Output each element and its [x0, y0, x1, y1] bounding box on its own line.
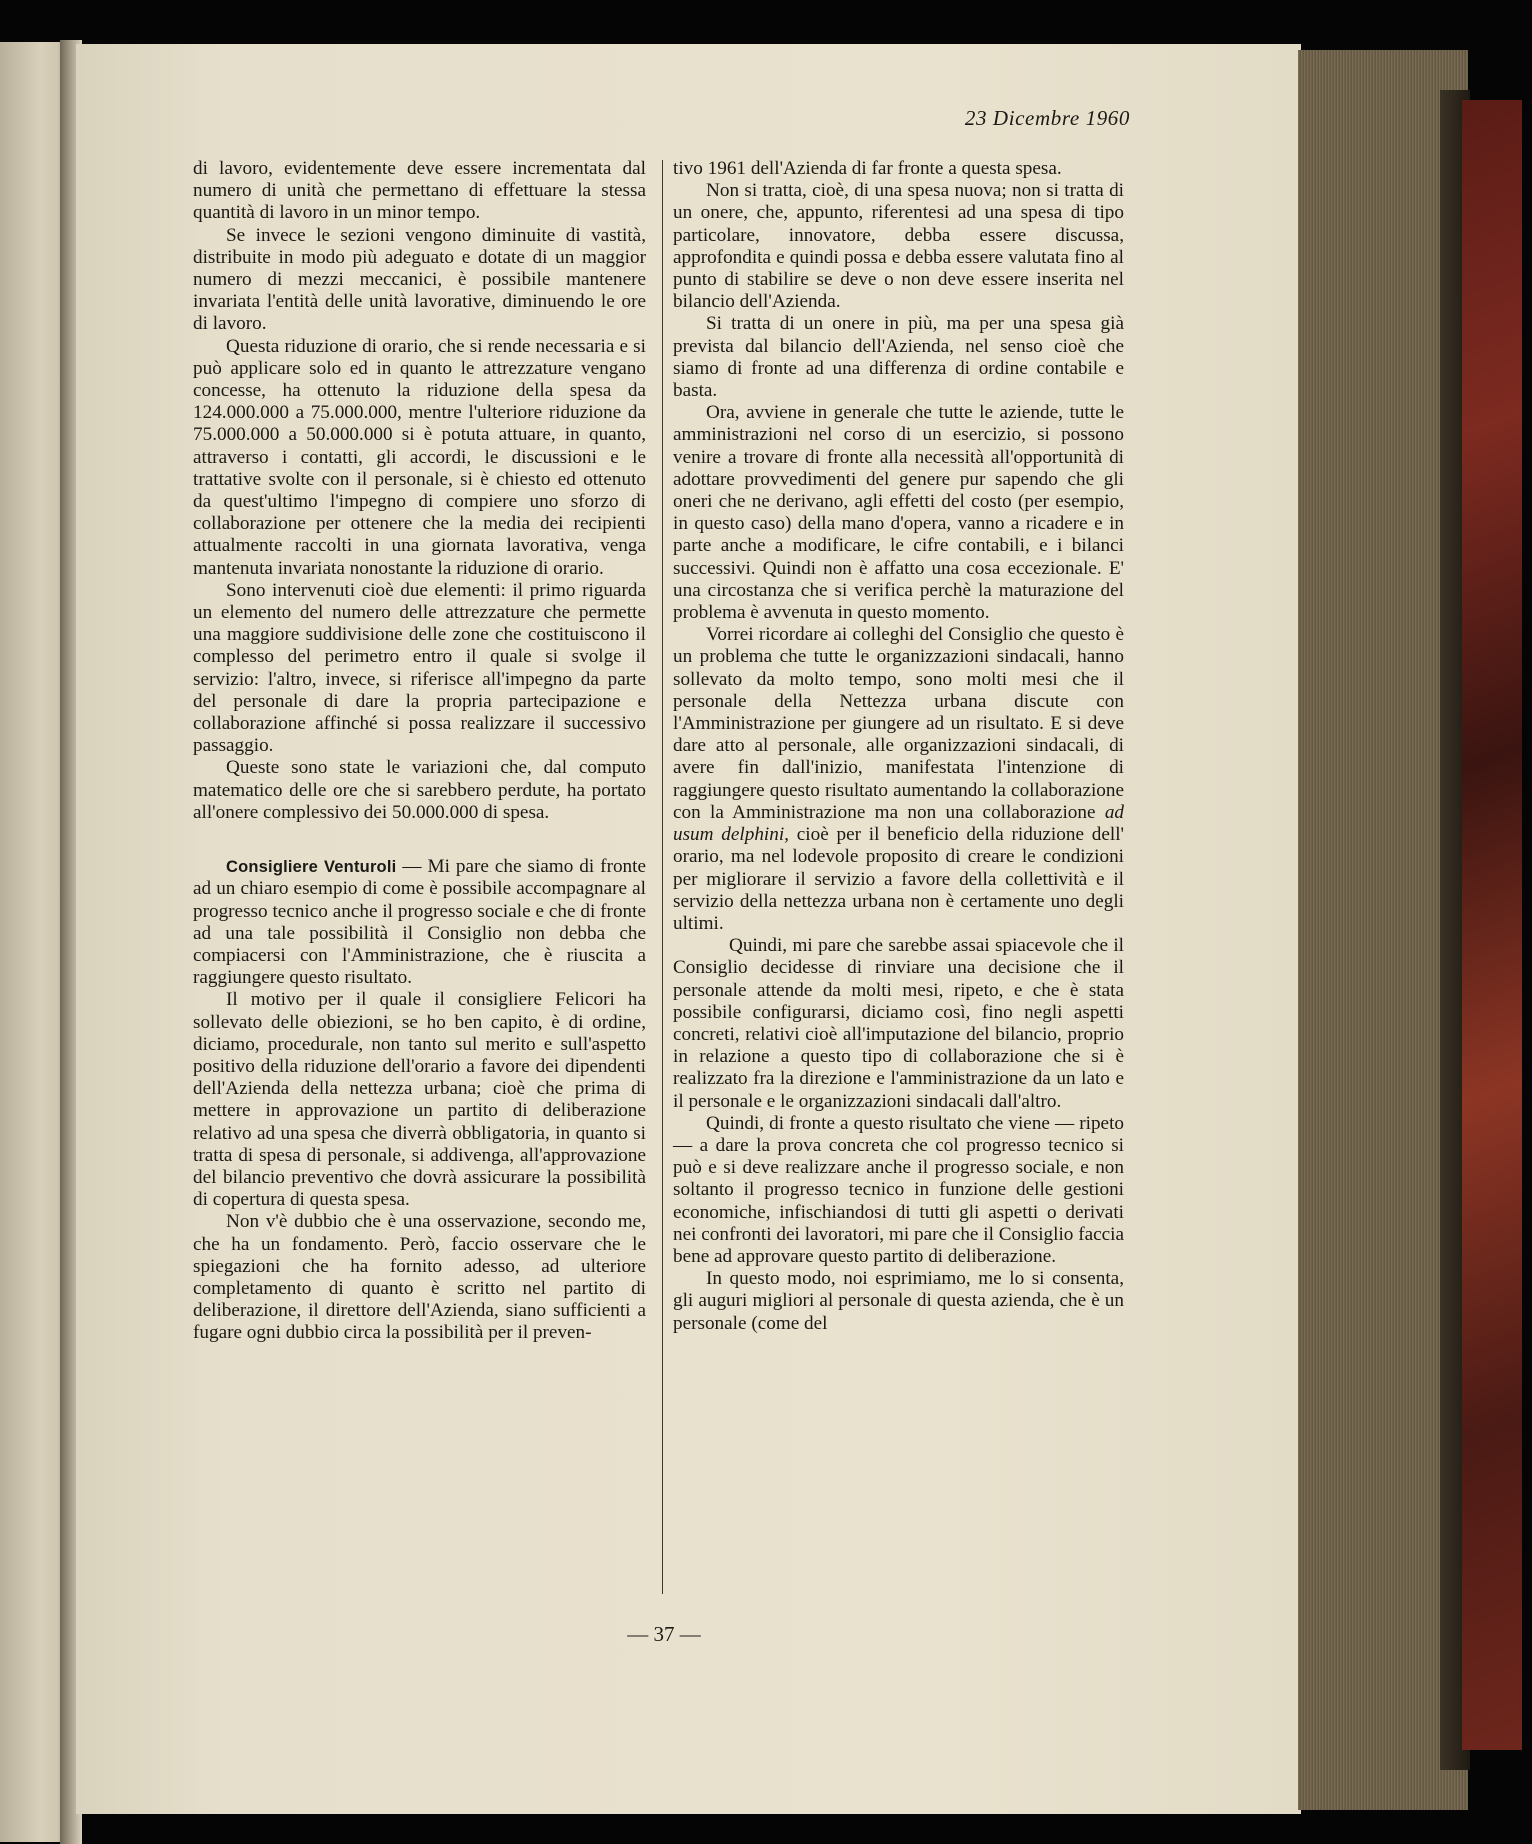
paragraph: Ora, avviene in generale che tutte le aziende, tutte le amministrazioni nel corso di un esercizio, si possono venire a trovare di fronte alla necessità all'opportunità di adottare provvedimenti del genere pur sapendo che gli oneri che ne derivano, agli effetti del costo (per esempio, in questo caso) della mano d'opera, vanno a ricadere e in parte anche a modificare, le cifre contabili, e i bilanci successivi. Quindi non è affatto una cosa eccezionale. E' una circostanza che si verifica perchè la maturazione del problema è avvenuta in questo momento. — [673, 402, 1124, 624]
speech-text: — Mi pare che siamo di fronte ad un chiaro esempio di come è possibile accompagnare al progresso tecnico anche il progresso sociale e che di fronte ad una tale possibilità il Consiglio non debba che compiacersi con l'Amministrazione, che è riuscita a raggiungere questo risultato. — [193, 856, 646, 989]
paragraph: Se invece le sezioni vengono diminuite di vastità, distribuite in modo più adeguato e dotate di un maggior numero di mezzi meccanici, è possibile mantenere invariata l'entità delle unità lavorative, diminuendo le ore di lavoro. — [193, 224, 646, 335]
paragraph: Sono intervenuti cioè due elementi: il primo riguarda un elemento del numero delle attrezzature che permette una maggiore suddivisione delle zone che costituiscono il complesso del perimetro entro il quale si svolge il servizio: l'altro, invece, si riferisce all'impegno da parte del personale di dare la propria partecipazione e collaborazione affinché si possa realizzare il successivo passaggio. — [193, 579, 646, 757]
paragraph: Si tratta di un onere in più, ma per una spesa già prevista dal bilancio dell'Azienda, nel senso cioè che siamo di fronte ad una differenza di ordine contabile e basta. — [673, 313, 1124, 402]
left-text-column — [193, 158, 646, 1345]
paragraph: Queste sono state le variazioni che, dal computo matematico delle ore che si sarebbero perdute, ha portato all'onere complessivo dei 50.000.000 di spesa. — [193, 757, 646, 823]
paragraph: Non v'è dubbio che è una osservazione, secondo me, che ha un fondamento. Però, faccio osservare che le spiegazioni che ha fornito adesso, ad ulteriore completamento di quanto è scritto nel partito di deliberazione, il direttore dell'Azienda, siano sufficienti a fugare ogni dubbio circa la possibilità per il preven- — [193, 1211, 646, 1344]
paragraph: Questa riduzione di orario, che si rende necessaria e si può applicare solo ed in quanto le attrezzature vengano concesse, ha ottenuto la riduzione della spesa da 124.000.000 a 75.000.000, mentre l'ulteriore riduzione da 75.000.000 a 50.000.000 si è potuta attuare, in quanto, attraverso i contatti, gli accordi, le discussioni e le trattative svolte con il personale, si è chiesto ed ottenuto da quest'ultimo l'impegno di compiere uno sforzo di collaborazione per ottenere che la media dei recipienti attualmente raccolti in una giornata lavorativa, venga mantenuta invariata nonostante la riduzione di orario. — [193, 335, 646, 579]
paragraph: Il motivo per il quale il consigliere Felicori ha sollevato delle obiezioni, se ho ben capito, è di ordine, diciamo, procedurale, non tanto sul merito e sull'aspetto positivo della riduzione dell'orario a favore dei dipendenti dell'Azienda della nettezza urbana; cioè che prima di mettere in approvazione un partito di deliberazione relativo ad una spesa che diverrà obbligatoria, in quanto si tratta di spesa di personale, si addivenga, all'approvazione del bilancio preventivo che dovrà assicurare la possibilità di copertura di questa spesa. — [193, 989, 646, 1211]
column-rule — [662, 160, 663, 1594]
paragraph: Quindi, di fronte a questo risultato che viene — ripeto — a dare la prova concreta che col progresso tecnico si può e si deve realizzare anche il progresso sociale, e non soltanto il progresso tecnico in funzione delle gestioni economiche, infischiandosi di tutti gli aspetti o derivati nei confronti dei lavoratori, mi pare che il Consiglio faccia bene ad approvare questo partito di deliberazione. — [673, 1112, 1124, 1267]
paragraph — [673, 624, 1124, 935]
speech-paragraph — [193, 856, 646, 989]
paragraph: di lavoro, evidentemente deve essere incrementata dal numero di unità che permettano di effettuare la stessa quantità di lavoro in un minor tempo. — [193, 158, 646, 224]
speaker-name: Consigliere Venturoli — [226, 858, 397, 877]
page-number: — 37 — — [627, 1622, 701, 1646]
paragraph: In questo modo, noi esprimiamo, me lo si consenta, gli auguri migliori al personale di questa azienda, che è un personale (come del — [673, 1268, 1124, 1334]
marbled-cover — [1462, 100, 1522, 1750]
paragraph-text: cioè per il beneficio della riduzione dell' orario, ma nel lodevole proposito di creare le condizioni per migliorare il servizio a favore della collettività e il servizio della nettezza urbana non è certamente uno degli ultimi. — [673, 824, 1124, 934]
left-page-edge — [0, 42, 68, 1842]
paragraph: tivo 1961 dell'Azienda di far fronte a questa spesa. — [673, 158, 1062, 179]
italic-latin-phrase: ad usum delphini, — [673, 801, 1124, 846]
paragraph-text: Vorrei ricordare ai colleghi del Consiglio che questo è un problema che tutte le organizzazioni sindacali, hanno sollevato da molto tempo, sono molti mesi che il personale della Nettezza urbana discute con l'Amministrazione per giungere ad un risultato. E si deve dare atto al personale, alle organizzazioni sindacali, di avere fin dall'inizio, manifestata l'intenzione di raggiungere questo risultato aumentando la collaborazione con la Amministrazione ma non una collaborazione — [673, 624, 1124, 823]
paragraph: Non si tratta, cioè, di una spesa nuova; non si tratta di un onere, che, appunto, riferentesi ad una spesa di tipo particolare, innovatore, debba essere discussa, approfondita e quindi possa e debba essere valutata fino al punto di stabilire se deve o non deve essere inserita nel bilancio dell'Azienda. — [673, 180, 1124, 313]
paragraph: Quindi, mi pare che sarebbe assai spiacevole che il Consiglio decidesse di rinviare una decisione che il personale attende da molti mesi, ripeto, e che è stata possibile configurarsi, diciamo così, fino negli aspetti concreti, relativi cioè all'imputazione del bilancio, proprio in relazione a questo tipo di collaborazione che si è realizzato fra la direzione e l'amministrazione da un lato e il personale e le organizzazioni sindacali dall'altro. — [673, 935, 1124, 1112]
running-header-date: 23 Dicembre 1960 — [964, 106, 1130, 130]
right-text-column — [673, 158, 1124, 1335]
